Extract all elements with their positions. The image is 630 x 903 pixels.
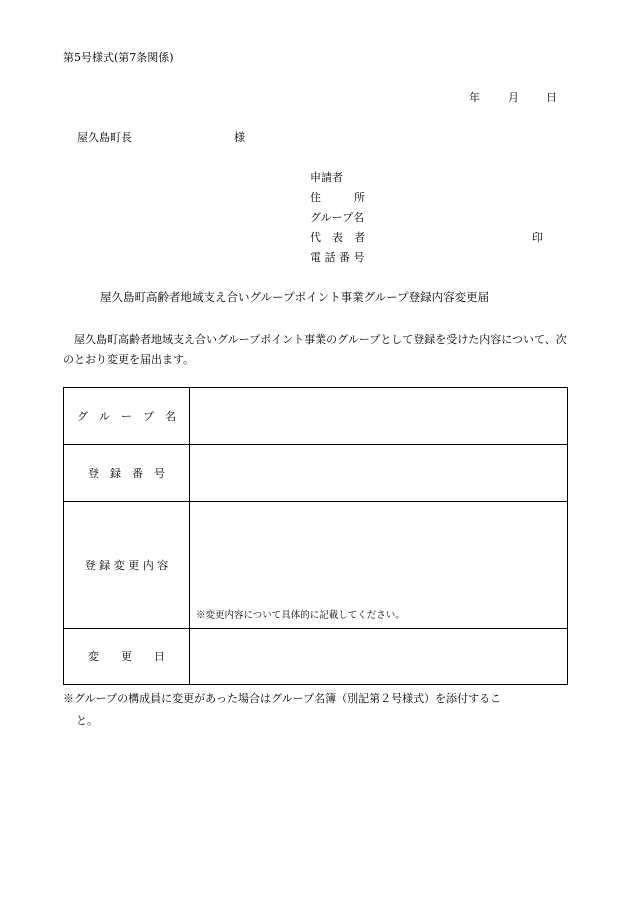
change-details-note: ※変更内容について具体的に記載してください。	[196, 609, 405, 621]
addressee	[77, 132, 245, 143]
footer-note-line2: と。	[76, 714, 98, 727]
change-info-table	[63, 387, 568, 685]
change-details-field[interactable]	[190, 502, 568, 629]
group-name-field[interactable]	[190, 388, 568, 445]
seal-mark: 印	[532, 231, 543, 244]
table-row-registration-number	[64, 445, 568, 502]
representative-label: 代 表 者	[310, 231, 365, 244]
addressee-honorific: 様	[234, 131, 245, 144]
footer-note-line1: ※グループの構成員に変更があった場合はグループ名簿（別記第２号様式）を添付するこ	[63, 692, 502, 705]
change-date-row-label: 変 更 日	[64, 629, 190, 685]
applicant-heading: 申請者	[310, 171, 343, 184]
form-number: 第5号様式(第7条関係)	[63, 51, 174, 64]
document-body-text: 屋久島町高齢者地域支え合いグループポイント事業のグループとして登録を受けた内容について、次のとおり変更を届出ます。	[63, 333, 567, 366]
table-row-change-date	[64, 629, 568, 685]
footer-note	[63, 688, 573, 732]
addressee-title: 屋久島町長	[77, 131, 132, 144]
date-line	[469, 92, 557, 103]
address-label: 住 所	[310, 191, 365, 204]
table-row-group-name	[64, 388, 568, 445]
document-body	[63, 330, 571, 370]
registration-number-row-label: 登 録 番 号	[64, 445, 190, 502]
change-details-row-label: 登 録 変 更 内 容	[64, 502, 190, 629]
document-title: 屋久島町高齢者地域支え合いグループポイント事業グループ登録内容変更届	[100, 290, 490, 304]
date-month-label: 月	[508, 91, 519, 104]
date-year-label: 年	[469, 91, 480, 104]
date-day-label: 日	[546, 91, 557, 104]
group-name-row-label: グ ル ー プ 名	[64, 388, 190, 445]
change-date-field[interactable]	[190, 629, 568, 685]
phone-label: 電 話 番 号	[310, 251, 365, 264]
registration-number-field[interactable]	[190, 445, 568, 502]
group-name-label: グループ名	[310, 211, 365, 224]
table-row-change-details	[64, 502, 568, 629]
